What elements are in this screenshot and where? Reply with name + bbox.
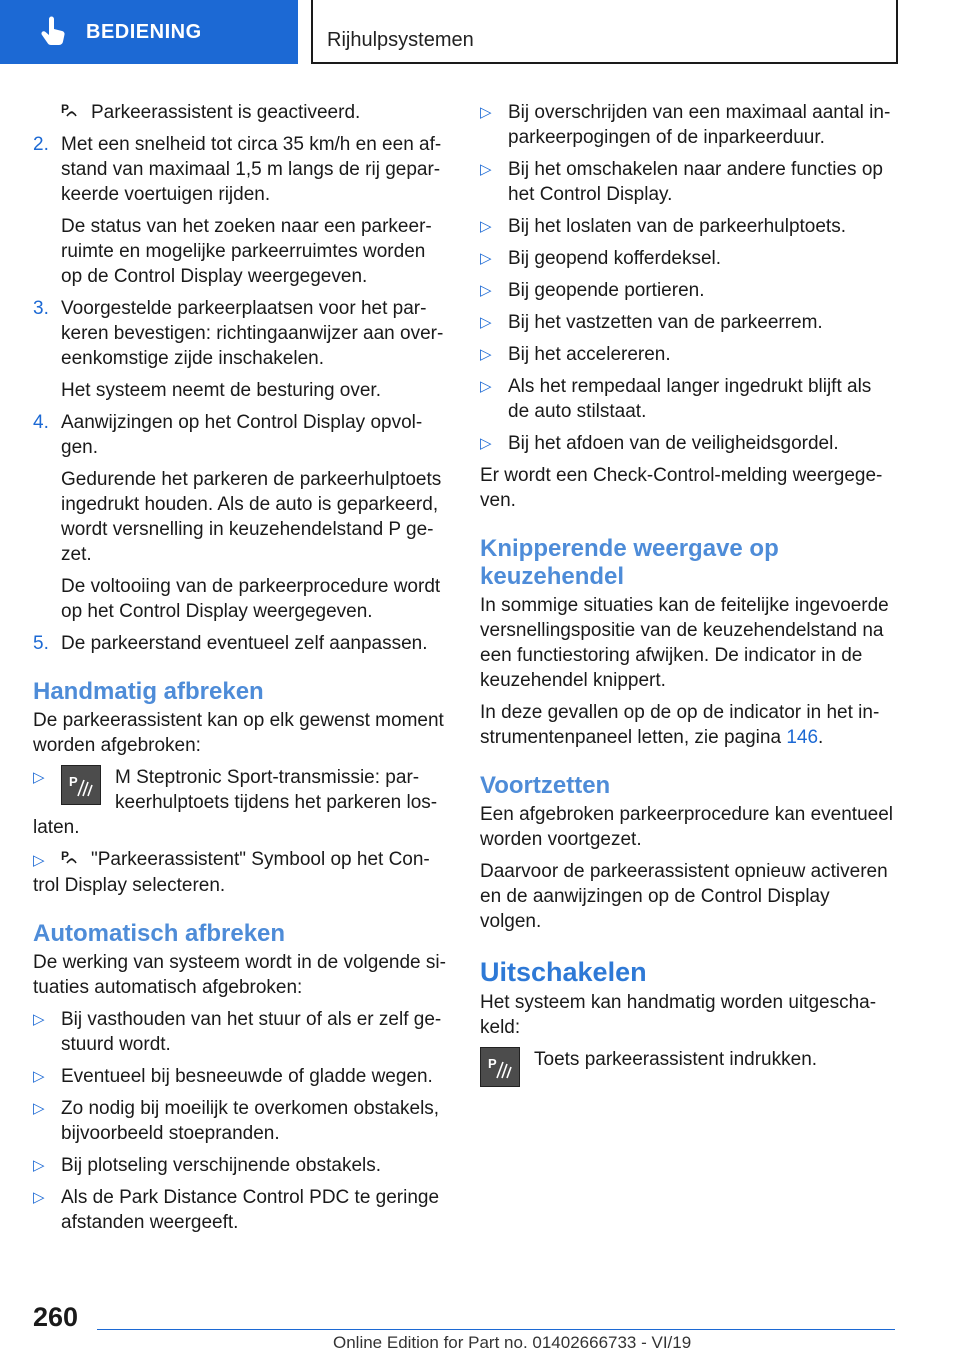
step-number: 3. xyxy=(33,298,49,319)
manual-cancel-bullet-2: "Parkeerassistent" Symbool op het Con-trol Display selecteren. xyxy=(33,849,430,896)
svg-text:P: P xyxy=(488,1056,497,1071)
svg-text:P: P xyxy=(61,102,70,116)
chapter-label: Rijhulpsystemen xyxy=(327,29,474,51)
triangle-bullet-icon: ▷ xyxy=(480,346,492,363)
step-text: Voorgestelde parkeerplaatsen voor het par-keren bevestigen: richtingaanwijzer aan over-eenkomstige zijde inschakelen. xyxy=(61,298,444,369)
intro-text: Parkeerassistent is geactiveerd. xyxy=(91,102,361,123)
svg-text:P: P xyxy=(69,774,78,789)
manual-cancel-bullet-1: M Steptronic Sport-transmissie: par-keerhulptoets tijdens het parkeren los-laten. xyxy=(33,767,438,838)
list-item-text: Bij het vastzetten van de parkeerrem. xyxy=(508,312,823,333)
footer-edition: Online Edition for Part no. 01402666733 - VI/19 xyxy=(333,1333,692,1352)
list-item xyxy=(480,157,895,207)
list-item xyxy=(480,246,895,271)
list-item xyxy=(33,765,447,840)
blink-para-1: In sommige situaties kan de feitelijke ingevoerde versnellingspositie van de keuzehendelstand na een functiestoring afwijken. De indicator in de keuzehendel knippert. xyxy=(480,595,889,691)
list-item xyxy=(33,1185,447,1235)
auto-cancel-intro: De werking van systeem wordt in de volgende si-tuaties automatisch afgebroken: xyxy=(33,952,446,998)
list-item xyxy=(480,374,895,424)
step-number: 2. xyxy=(33,134,49,155)
section-label: BEDIENING xyxy=(86,20,202,43)
triangle-bullet-icon: ▷ xyxy=(480,378,492,395)
triangle-bullet-icon: ▷ xyxy=(480,282,492,299)
step-item xyxy=(33,296,447,371)
triangle-bullet-icon: ▷ xyxy=(480,161,492,178)
heading-blink: Knipperende weergave op keuzehendel xyxy=(480,535,779,590)
triangle-bullet-icon: ▷ xyxy=(480,250,492,267)
right-column xyxy=(480,100,895,1087)
list-item xyxy=(480,431,895,456)
triangle-bullet-icon: ▷ xyxy=(480,314,492,331)
blink-para-2 xyxy=(480,700,895,750)
left-column xyxy=(33,100,447,1242)
chapter-header xyxy=(311,0,898,64)
page-number: 260 xyxy=(33,1302,79,1332)
check-control-text: Er wordt een Check-Control-melding weergege-ven. xyxy=(480,465,883,511)
continue-para-1: Een afgebroken parkeerprocedure kan eventueel worden voortgezet. xyxy=(480,804,894,850)
list-item xyxy=(33,1064,447,1089)
step-text: Met een snelheid tot circa 35 km/h en een af-stand van maximaal 1,5 m langs de rij gepar-keerde voertuigen rijden. xyxy=(61,134,442,205)
right-bullet-list xyxy=(480,100,895,456)
page-link[interactable]: 146 xyxy=(786,727,819,748)
step-text: Aanwijzingen op het Control Display opvol-gen. xyxy=(61,412,423,458)
list-item xyxy=(33,1007,447,1057)
heading-off: Uitschakelen xyxy=(480,957,647,987)
list-item xyxy=(33,1153,447,1178)
triangle-bullet-icon: ▷ xyxy=(33,1011,45,1028)
list-item xyxy=(33,847,447,898)
list-item-text: Bij geopend kofferdeksel. xyxy=(508,248,722,269)
list-item xyxy=(480,100,895,150)
triangle-bullet-icon: ▷ xyxy=(480,104,492,121)
list-item-text: Bij geopende portieren. xyxy=(508,280,705,301)
continue-para-2: Daarvoor de parkeerassistent opnieuw activeren en de aanwijzingen op de Control Display volgen. xyxy=(480,861,888,932)
triangle-bullet-icon: ▷ xyxy=(33,1157,45,1174)
svg-text:P: P xyxy=(61,849,70,863)
triangle-bullet-icon: ▷ xyxy=(33,1100,45,1117)
footer-divider xyxy=(97,1329,895,1330)
park-assist-button-icon xyxy=(480,1047,520,1087)
step-item xyxy=(33,410,447,460)
list-item-text: Bij vasthouden van het stuur of als er zelf ge-stuurd wordt. xyxy=(61,1009,442,1055)
triangle-bullet-icon: ▷ xyxy=(33,852,45,869)
list-item-text: Bij het afdoen van de veiligheidsgordel. xyxy=(508,433,839,454)
blink-para-2-end: . xyxy=(818,727,824,748)
list-item-text: Bij het loslaten van de parkeerhulptoets. xyxy=(508,216,846,237)
step-number: 4. xyxy=(33,412,49,433)
section-tab[interactable] xyxy=(0,0,298,64)
off-action xyxy=(480,1047,895,1087)
triangle-bullet-icon: ▷ xyxy=(480,435,492,452)
step-subtext: Het systeem neemt de besturing over. xyxy=(61,380,381,401)
triangle-bullet-icon: ▷ xyxy=(480,218,492,235)
step-subtext: Gedurende het parkeren de parkeerhulptoets ingedrukt houden. Als de auto is geparkeerd, wordt versnelling in keuzehendelstand P ge-zet. xyxy=(61,469,442,565)
step-text: De parkeerstand eventueel zelf aanpassen. xyxy=(61,633,428,654)
step-number: 5. xyxy=(33,633,49,654)
off-para: Het systeem kan handmatig worden uitgescha-keld: xyxy=(480,992,877,1038)
hand-pointer-icon xyxy=(40,16,68,48)
blink-para-2-text: In deze gevallen op de op de indicator in het in-strumentenpaneel letten, zie pagina xyxy=(480,702,880,748)
step-list xyxy=(33,132,447,656)
step-item xyxy=(33,631,447,656)
step-subtext: De status van het zoeken naar een parkeer-ruimte en mogelijke parkeerruimtes worden op de Control Display weergegeven. xyxy=(61,216,432,287)
intro-line xyxy=(61,100,447,125)
list-item-text: Bij het accelereren. xyxy=(508,344,671,365)
manual-cancel-intro: De parkeerassistent kan op elk gewenst moment worden afgebroken: xyxy=(33,710,444,756)
list-item-text: Bij plotseling verschijnende obstakels. xyxy=(61,1155,382,1176)
triangle-bullet-icon: ▷ xyxy=(33,1068,45,1085)
list-item xyxy=(480,214,895,239)
heading-manual-cancel: Handmatig afbreken xyxy=(33,678,264,705)
parking-assistant-icon xyxy=(61,102,77,120)
list-item-text: Zo nodig bij moeilijk te overkomen obstakels, bijvoorbeeld stoepranden. xyxy=(61,1098,440,1144)
step-item xyxy=(33,132,447,207)
list-item xyxy=(480,310,895,335)
triangle-bullet-icon: ▷ xyxy=(33,769,45,786)
list-item xyxy=(480,278,895,303)
list-item-text: Bij overschrijden van een maximaal aantal in-parkeerpogingen of de inparkeerduur. xyxy=(508,102,891,148)
auto-cancel-list xyxy=(33,1007,447,1235)
step-subtext: De voltooiing van de parkeerprocedure wordt op het Control Display weergegeven. xyxy=(61,576,441,622)
list-item-text: Als de Park Distance Control PDC te geringe afstanden weergeeft. xyxy=(61,1187,440,1233)
heading-continue: Voortzetten xyxy=(480,772,611,799)
list-item-text: Als het rempedaal langer ingedrukt blijft als de auto stilstaat. xyxy=(508,376,872,422)
list-item xyxy=(33,1096,447,1146)
list-item-text: Eventueel bij besneeuwde of gladde wegen. xyxy=(61,1066,433,1087)
park-assist-button-icon xyxy=(61,765,101,805)
list-item-text: Bij het omschakelen naar andere functies op het Control Display. xyxy=(508,159,883,205)
off-action-text: Toets parkeerassistent indrukken. xyxy=(534,1049,818,1070)
parking-assistant-icon xyxy=(61,849,77,867)
list-item xyxy=(480,342,895,367)
heading-auto-cancel: Automatisch afbreken xyxy=(33,920,286,947)
triangle-bullet-icon: ▷ xyxy=(33,1189,45,1206)
